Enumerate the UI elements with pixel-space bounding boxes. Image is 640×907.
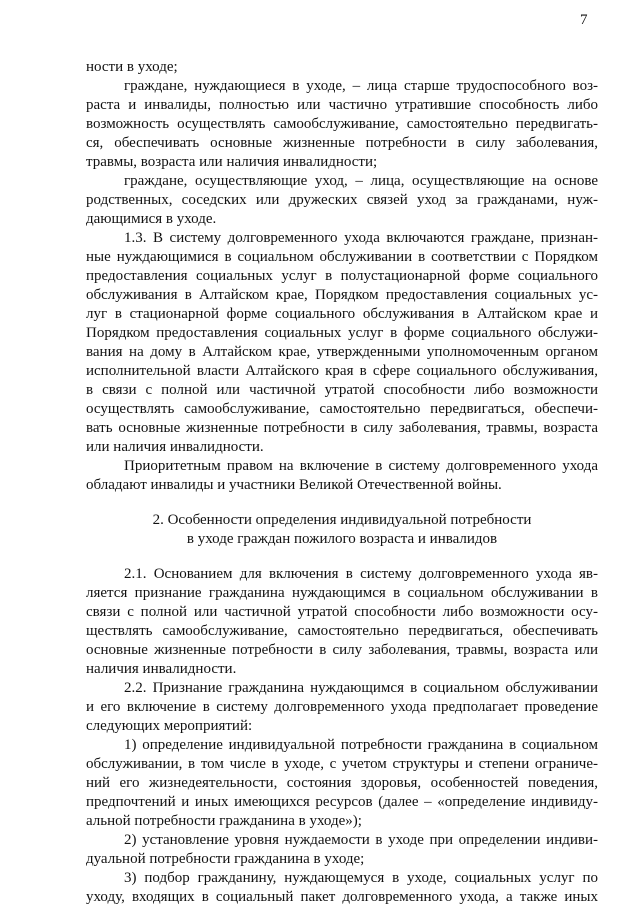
text-line: 1) определение индивидуальной потребности гражданина в социальном: [124, 737, 598, 753]
document-body: [86, 58, 598, 907]
text-line: 2.2. Признание гражданина нуждающимся в социальном обслуживании: [124, 680, 598, 696]
text-line: обладают инвалиды и участники Великой Отечественной войны.: [86, 477, 502, 493]
text-line: 3) подбор гражданину, нуждающемуся в уходе, социальных услуг по: [124, 870, 598, 886]
text-line: раста и инвалиды, полностью или частично утратившие способность либо: [86, 97, 598, 113]
text-line: альной потребности гражданина в уходе»);: [86, 813, 362, 829]
text-line: ществлять самообслуживание, самостоятельно передвигаться, обеспечивать: [86, 623, 598, 639]
text-line: обслуживания в Алтайском крае, Порядком предоставления социальных ус-: [86, 287, 598, 303]
text-line: ные нуждающимися в социальном обслуживании в соответствии с Порядком: [86, 249, 598, 265]
text-line: следующих мероприятий:: [86, 718, 253, 734]
text-line: Порядком предоставления социальных услуг в форме социального обслужи-: [86, 325, 598, 341]
text-line: вать основные жизненные потребности в силу заболевания, травмы, возраста: [86, 420, 598, 436]
text-line: исполнительной власти Алтайского края в сфере социального обслуживания,: [86, 363, 598, 379]
text-line: возможность осуществлять самообслуживание, самостоятельно передвигать-: [86, 116, 598, 132]
text-line: 1.3. В систему долговременного ухода включаются граждане, признан-: [124, 230, 598, 246]
section-heading-line: 2. Особенности определения индивидуальной потребности: [152, 512, 532, 528]
text-line: в связи с полной или частичной утратой способности либо возможности: [86, 382, 598, 398]
section-heading-line: в уходе граждан пожилого возраста и инвалидов: [186, 531, 498, 547]
text-line: 2.1. Основанием для включения в систему долговременного ухода яв-: [124, 566, 598, 582]
text-line: осуществлять самообслуживание, самостоятельно передвигаться, обеспечи-: [86, 401, 598, 417]
text-line: дуальной потребности гражданина в уходе;: [86, 851, 365, 867]
text-line: Приоритетным правом на включение в систему долговременного ухода: [124, 458, 598, 474]
text-line: дающимися в уходе.: [86, 211, 217, 227]
text-line: 2) установление уровня нуждаемости в уходе при определении индиви-: [124, 832, 598, 848]
text-line: уходу, входящих в социальный пакет долговременного ухода, а также иных: [86, 889, 598, 905]
section-gap: [86, 549, 598, 565]
text-line: травмы, возраста или наличия инвалидности;: [86, 154, 378, 170]
text-line: наличия инвалидности.: [86, 661, 237, 677]
text-line: предоставления социальных услуг в полустационарной форме социального: [86, 268, 598, 284]
text-line: связи с полной или частичной утратой способности либо возможности осу-: [86, 604, 598, 620]
text-line: граждане, осуществляющие уход, – лица, осуществляющие на основе: [124, 173, 598, 189]
text-line: предпочтений и иных имеющихся ресурсов (далее – «определение индивиду-: [86, 794, 598, 810]
text-line: основные жизненные потребности в силу заболевания, травмы, возраста или: [86, 642, 598, 658]
text-line: ся, обеспечивать основные жизненные потребности в силу заболевания,: [86, 135, 598, 151]
text-line: вания на дому в Алтайском крае, утвержденными уполномоченным органом: [86, 344, 598, 360]
text-line: граждане, нуждающиеся в уходе, – лица старше трудоспособного воз-: [124, 78, 598, 94]
page-number: 7: [580, 12, 588, 28]
text-line: ний его жизнедеятельности, состояния здоровья, особенностей поведения,: [86, 775, 598, 791]
text-line: луг в стационарной форме социального обслуживания в Алтайском крае и: [86, 306, 598, 322]
text-line: и его включение в систему долговременного ухода предполагает проведение: [86, 699, 598, 715]
section-gap: [86, 495, 598, 511]
text-line: ляется признание гражданина нуждающимся в социальном обслуживании в: [86, 585, 598, 601]
text-line: или наличия инвалидности.: [86, 439, 264, 455]
text-line: ности в уходе;: [86, 59, 178, 75]
text-line: обслуживании, в том числе в уходе, с учетом структуры и степени ограниче-: [86, 756, 598, 772]
text-line: родственных, соседских или дружеских связей уход за гражданами, нуж-: [86, 192, 598, 208]
